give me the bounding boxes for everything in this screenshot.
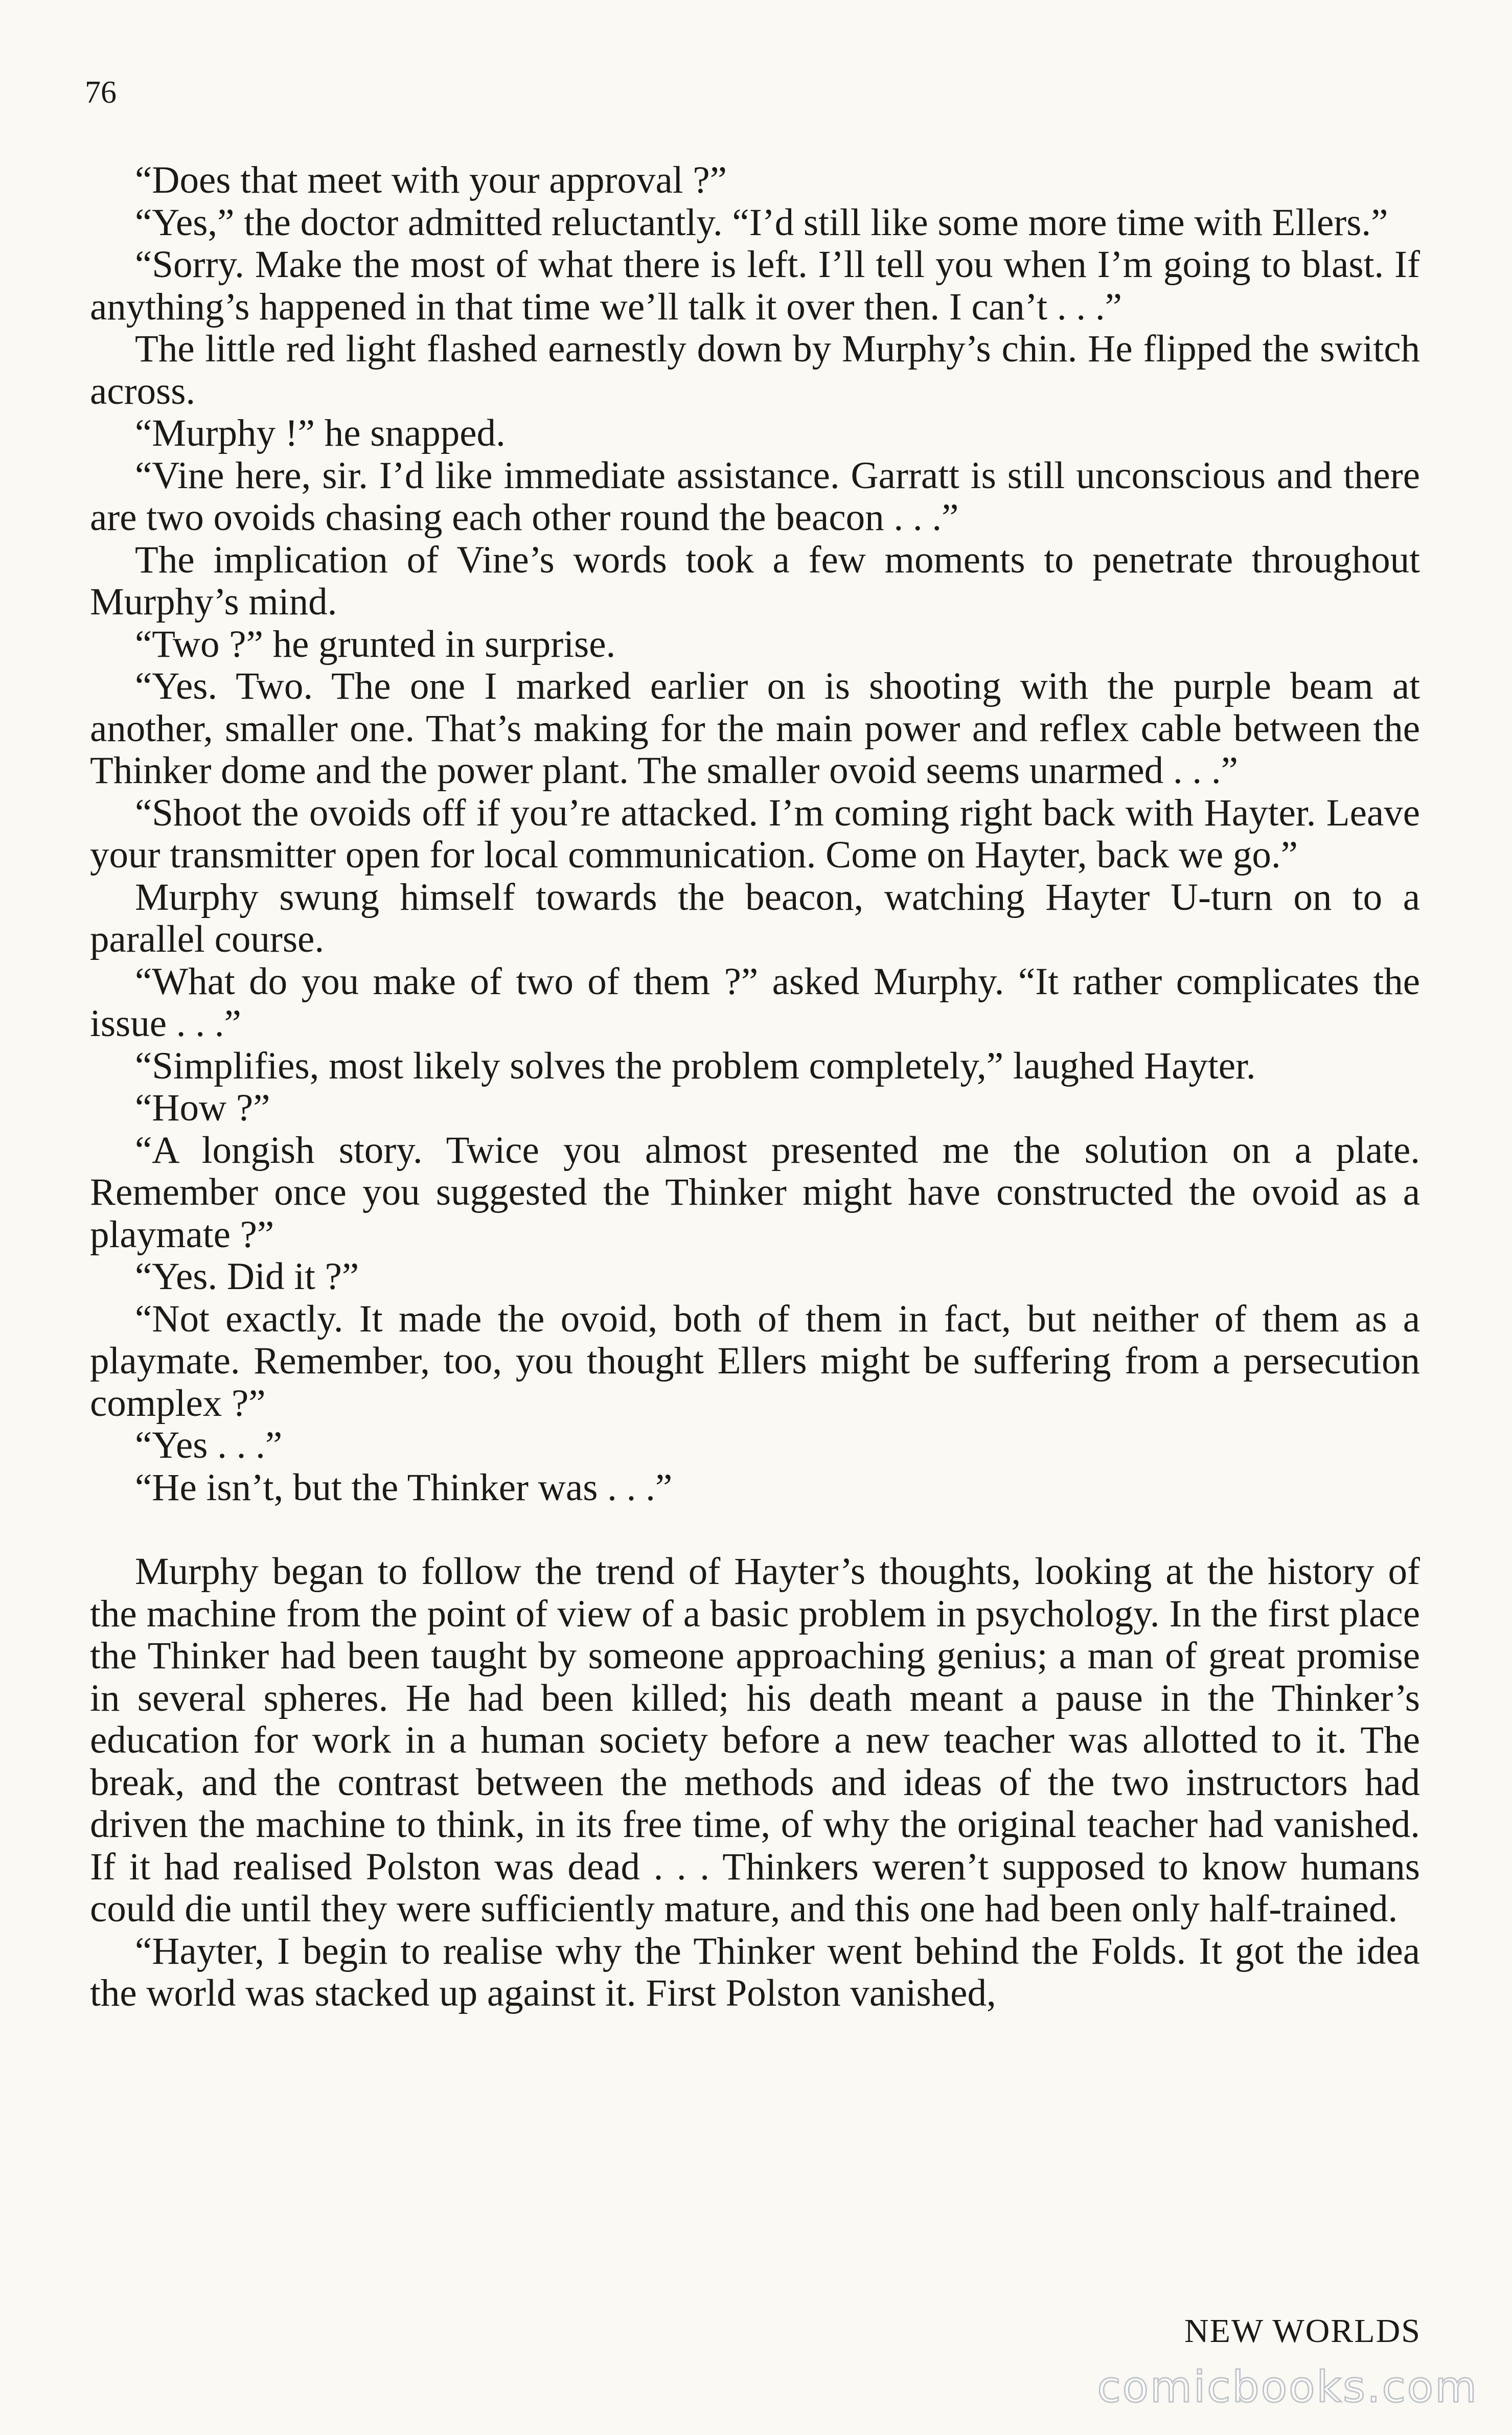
paragraph: “How ?” — [135, 1087, 270, 1129]
paragraph: Murphy began to follow the trend of Hayter’s thoughts, looking at the history of the machine from the point of view of a basic problem in psychology. In the first place the Thinker had been taught by someone approaching genius; a man of great promise in several spheres. He had been killed; his death meant a pause in the Thinker’s education for work in a human society before a new teacher was allotted to it. The break, and the contrast between the methods and ideas of the two instructors had driven the machine to think, in its free time, of why the original teacher had vanished. If it had realised Polston was dead . . . Thinkers weren’t supposed to know humans could die until they were sufficiently mature, and this one had been only half-trained. — [90, 1550, 1420, 1930]
paragraph: “Sorry. Make the most of what there is left. I’ll tell you when I’m going to blast. If anything’s happened in that time we’ll talk it over then. I can’t . . .” — [90, 243, 1420, 328]
paragraph: “Does that meet with your approval ?” — [135, 159, 727, 201]
paragraph: “Yes,” the doctor admitted reluctantly. “I’d still like some more time with Ellers.” — [135, 201, 1388, 244]
paragraph: “Yes . . .” — [135, 1424, 283, 1466]
paragraph: “He isn’t, but the Thinker was . . .” — [135, 1466, 673, 1509]
paragraph: “Two ?” he grunted in surprise. — [135, 623, 616, 665]
paragraph: “Hayter, I begin to realise why the Thinker went behind the Folds. It got the idea the world was stacked up against it. First Polston vanished, — [90, 1929, 1420, 2014]
paragraph: The implication of Vine’s words took a few moments to penetrate throughout Murphy’s mind. — [90, 538, 1420, 623]
paragraph: “What do you make of two of them ?” asked Murphy. “It rather complicates the issue . . .” — [90, 960, 1420, 1045]
page-number: 76 — [85, 75, 117, 110]
paragraph: “Murphy !” he snapped. — [135, 412, 506, 454]
watermark: comicbooks.com — [1097, 2362, 1478, 2412]
paragraph: “A longish story. Twice you almost presented me the solution on a plate. Remember once you suggested the Thinker might have constructed the ovoid as a playmate ?” — [90, 1129, 1420, 1256]
paragraph: “Shoot the ovoids off if you’re attacked. I’m coming right back with Hayter. Leave your transmitter open for local communication. Come on Hayter, back we go.” — [90, 791, 1420, 876]
magazine-title-footer: NEW WORLDS — [1184, 2312, 1421, 2350]
paragraph: “Yes. Two. The one I marked earlier on is shooting with the purple beam at another, smaller one. That’s making for the main power and reflex cable between the Thinker dome and the power plant. The smaller ovoid seems unarmed . . .” — [90, 665, 1420, 792]
paragraph: “Vine here, sir. I’d like immediate assistance. Garratt is still unconscious and there are two ovoids chasing each other round the beacon . . .” — [90, 454, 1420, 539]
paragraph: “Not exactly. It made the ovoid, both of them in fact, but neither of them as a playmate. Remember, too, you thought Ellers might be suffering from a persecution complex ?” — [90, 1297, 1420, 1425]
story-text — [90, 159, 1420, 2015]
paragraph: “Yes. Did it ?” — [135, 1255, 359, 1298]
paragraph: “Simplifies, most likely solves the problem completely,” laughed Hayter. — [135, 1044, 1256, 1087]
paragraph: Murphy swung himself towards the beacon, watching Hayter U-turn on to a parallel course. — [90, 876, 1420, 960]
paragraph: The little red light flashed earnestly down by Murphy’s chin. He flipped the switch across. — [90, 328, 1420, 412]
